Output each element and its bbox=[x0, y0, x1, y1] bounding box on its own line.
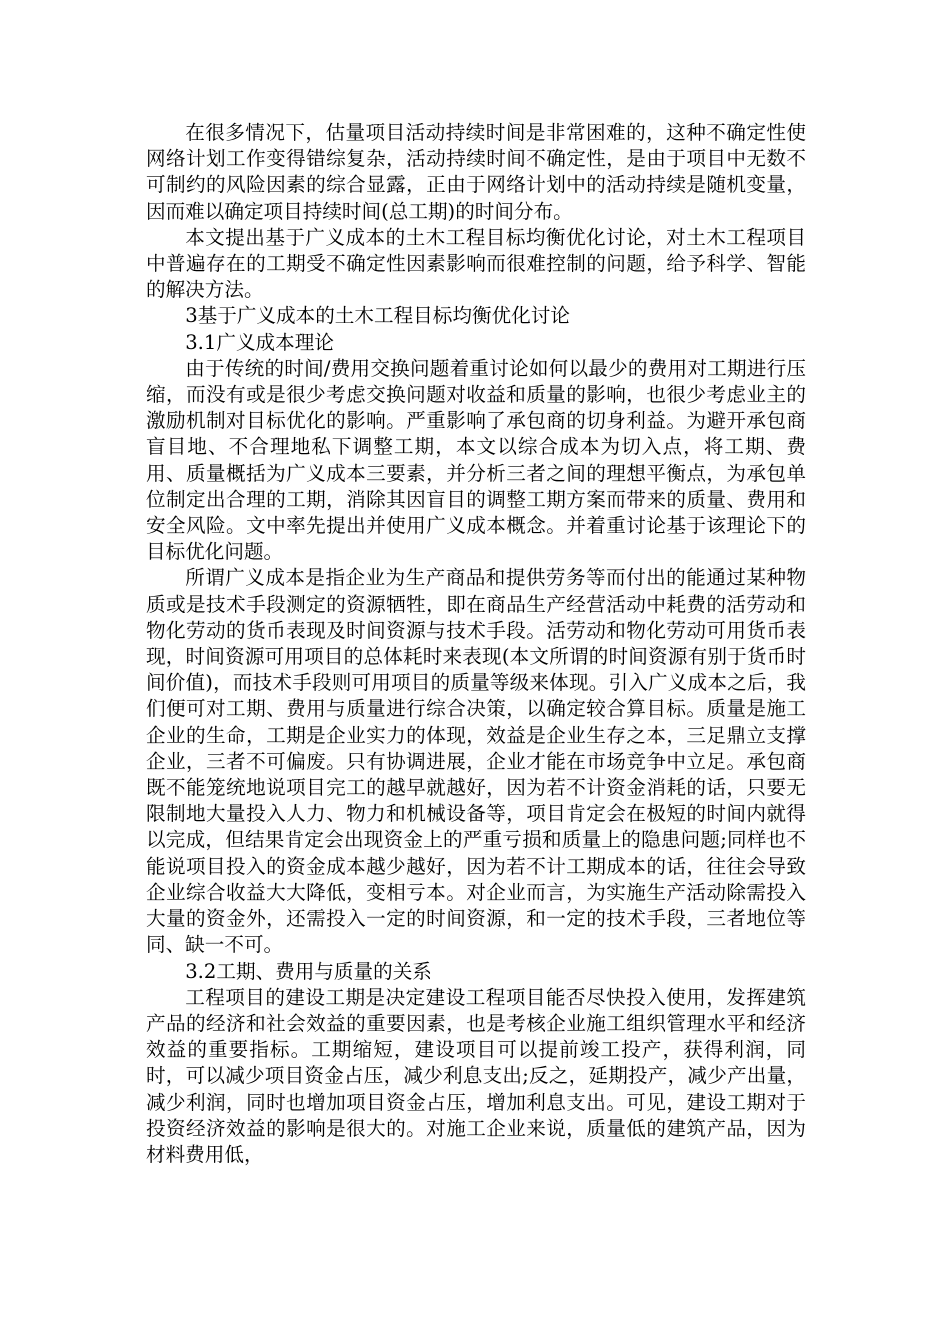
section-heading-3: 3基于广义成本的土木工程目标均衡优化讨论 bbox=[185, 304, 570, 328]
document-page bbox=[146, 120, 806, 1168]
section-heading-3-2: 3.2工期、费用与质量的关系 bbox=[185, 959, 432, 983]
section-heading-3-1: 3.1广义成本理论 bbox=[185, 330, 334, 354]
paragraph-definition: 所谓广义成本是指企业为生产商品和提供劳务等而付出的能通过某种物质或是技术手段测定的资源牺牲，即在商品生产经营活动中耗费的活劳动和物化劳动的货币表现及时间资源与技术手段。活劳动和物化劳动可用货币表现，时间资源可用项目的总体耗时来表现(本文所谓的时间资源有别于货币时间价值)，而技术手段则可用项目的质量等级来体现。引入广义成本之后，我们便可对工期、费用与质量进行综合决策，以确定较合算目标。质量是施工企业的生命，工期是企业实力的体现，效益是企业生存之本，三足鼎立支撑企业，三者不可偏废。只有协调进展，企业才能在市场竞争中立足。承包商既不能笼统地说项目完工的越早就越好，因为若不计资金消耗的话，只要无限制地大量投入人力、物力和机械设备等，项目肯定会在极短的时间内就得以完成，但结果肯定会出现资金上的严重亏损和质量上的隐患问题;同样也不能说项目投入的资金成本越少越好，因为若不计工期成本的话，往往会导致企业综合收益大大降低，变相亏本。对企业而言，为实施生产活动除需投入大量的资金外，还需投入一定的时间资源，和一定的技术手段，三者地位等同、缺一不可。 bbox=[146, 566, 806, 957]
paragraph-proposal: 本文提出基于广义成本的土木工程目标均衡优化讨论，对土木工程项目中普遍存在的工期受不确定性因素影响而很难控制的问题，给予科学、智能的解决方法。 bbox=[146, 225, 806, 302]
paragraph-background: 由于传统的时间/费用交换问题着重讨论如何以最少的费用对工期进行压缩，而没有或是很少考虑交换问题对收益和质量的影响，也很少考虑业主的激励机制对目标优化的影响。严重影响了承包商的切身利益。为避开承包商盲目地、不合理地私下调整工期，本文以综合成本为切入点，将工期、费用、质量概括为广义成本三要素，并分析三者之间的理想平衡点，为承包单位制定出合理的工期，消除其因盲目的调整工期方案而带来的质量、费用和安全风险。文中率先提出并使用广义成本概念。并着重讨论基于该理论下的目标优化问题。 bbox=[146, 356, 806, 564]
paragraph-intro: 在很多情况下，估量项目活动持续时间是非常困难的，这种不确定性使网络计划工作变得错综复杂，活动持续时间不确定性，是由于项目中无数不可制约的风险因素的综合显露，正由于网络计划中的活动持续是随机变量，因而难以确定项目持续时间(总工期)的时间分布。 bbox=[146, 121, 806, 223]
paragraph-schedule: 工程项目的建设工期是决定建设工程项目能否尽快投入使用，发挥建筑产品的经济和社会效益的重要因素，也是考核企业施工组织管理水平和经济效益的重要指标。工期缩短，建设项目可以提前竣工投产，获得利润，同时，可以减少项目资金占压，减少利息支出;反之，延期投产，减少产出量，减少利润，同时也增加项目资金占压，增加利息支出。可见，建设工期对于投资经济效益的影响是很大的。对施工企业来说，质量低的建筑产品，因为材料费用低， bbox=[146, 985, 806, 1166]
